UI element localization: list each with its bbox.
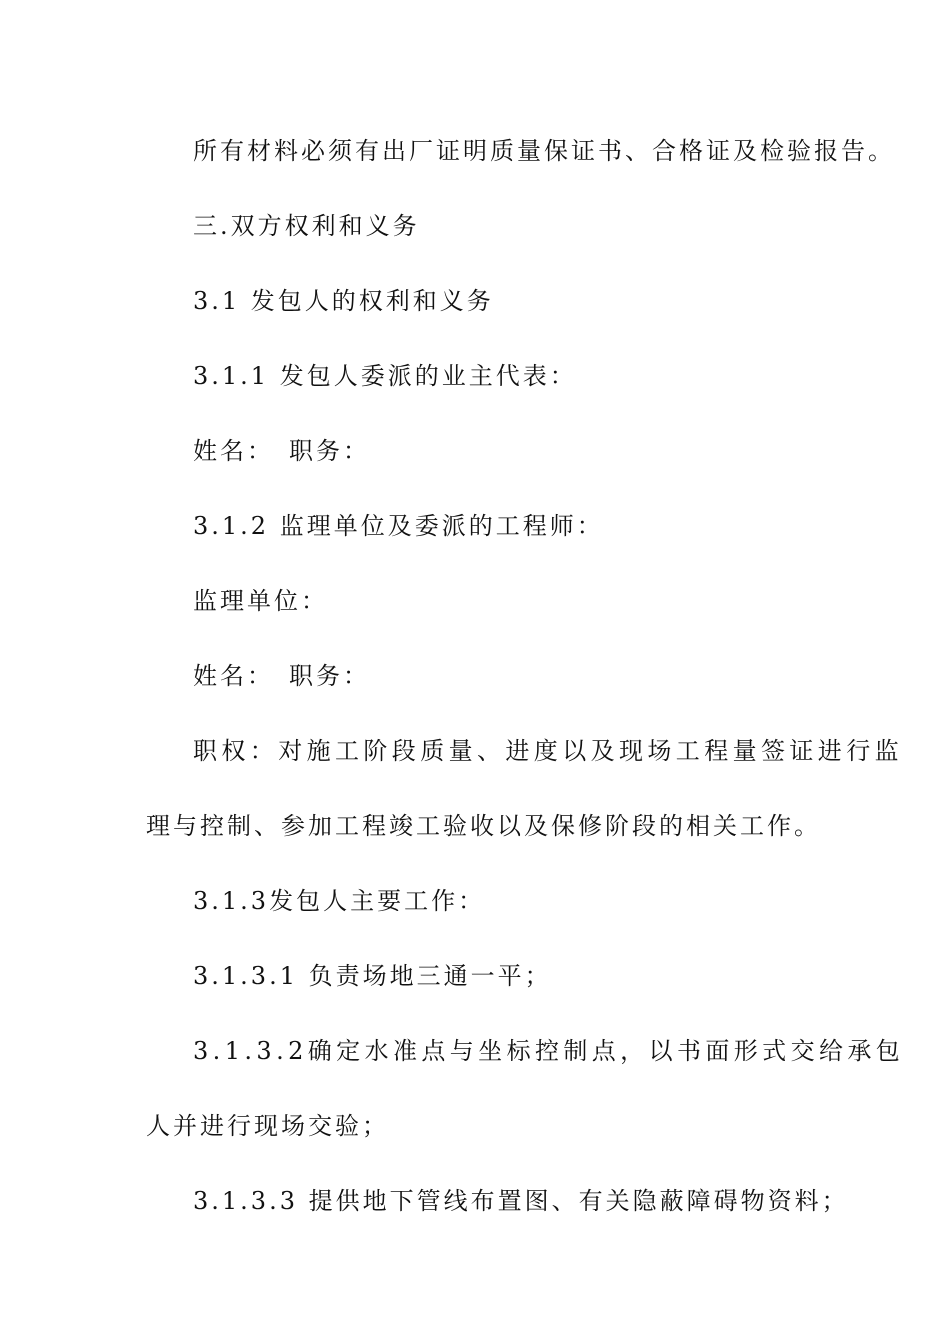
field-name-position-1: 姓名： 职务：: [193, 437, 370, 465]
clause-employer-representative: 3.1.1 发包人委派的业主代表：: [193, 362, 577, 390]
clause-underground-pipelines: 3.1.3.3 提供地下管线布置图、有关隐蔽障碍物资料；: [193, 1187, 849, 1215]
paragraph-authority-line-1: 职权：对施工阶段质量、进度以及现场工程量签证进行监: [193, 737, 903, 765]
clause-benchmark-line-2: 人并进行现场交验；: [146, 1112, 389, 1140]
clause-benchmark-line-1: 3.1.3.2确定水准点与坐标控制点，以书面形式交给承包: [193, 1037, 905, 1065]
paragraph-authority-line-2: 理与控制、参加工程竣工验收以及保修阶段的相关工作。: [146, 812, 821, 840]
section-heading-rights-obligations: 三.双方权利和义务: [193, 212, 420, 240]
clause-site-preparation: 3.1.3.1 负责场地三通一平；: [193, 962, 552, 990]
subsection-heading-employer-rights: 3.1 发包人的权利和义务: [193, 287, 494, 315]
clause-supervision-unit: 3.1.2 监理单位及委派的工程师：: [193, 512, 604, 540]
clause-employer-main-work: 3.1.3发包人主要工作：: [193, 887, 486, 915]
paragraph-materials-certificates: 所有材料必须有出厂证明质量保证书、合格证及检验报告。: [193, 137, 895, 165]
field-name-position-2: 姓名： 职务：: [193, 662, 370, 690]
field-supervision-unit: 监理单位：: [193, 587, 328, 615]
